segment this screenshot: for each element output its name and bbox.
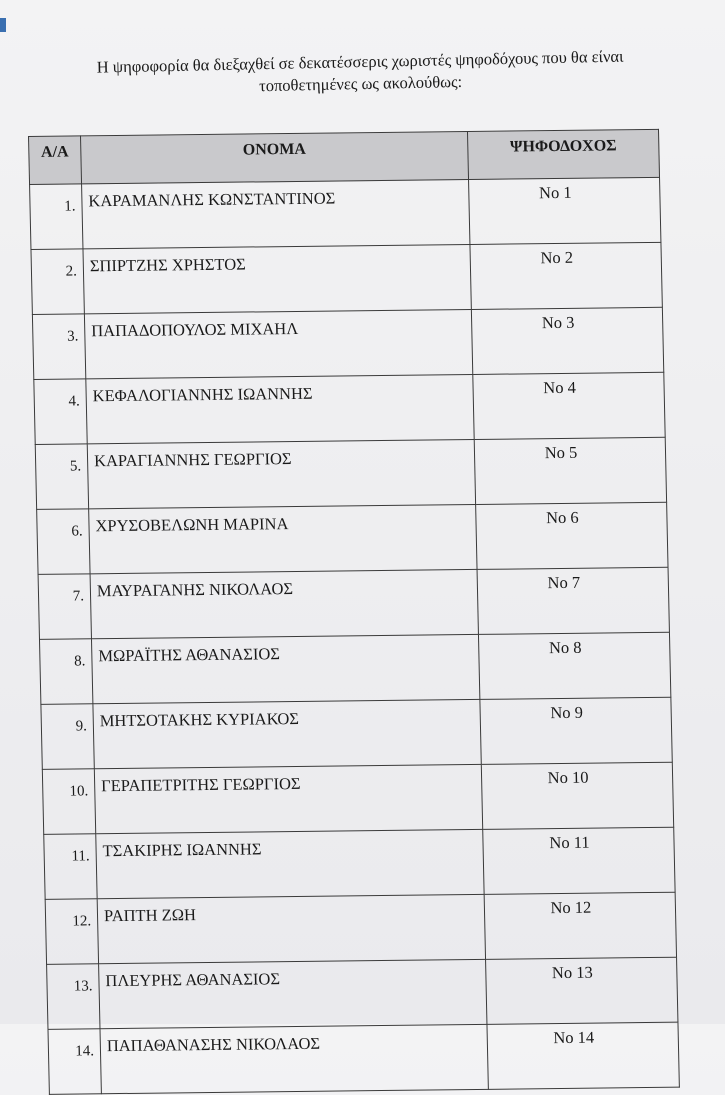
corner-tab-mark (0, 18, 6, 32)
header-ballot-box: ΨΗΦΟΔΟΧΟΣ (467, 129, 659, 179)
candidate-name: ΠΑΠΑΘΑΝΑΣΗΣ ΝΙΚΟΛΑΟΣ (100, 1024, 488, 1093)
table-row (39, 632, 670, 704)
ballot-box-number: Νο 4 (473, 372, 665, 439)
candidate-name: ΚΑΡΑΓΙΑΝΝΗΣ ΓΕΩΡΓΙΟΣ (87, 439, 475, 508)
ballot-box-number: Νο 2 (470, 242, 662, 309)
row-number: 11. (44, 834, 97, 900)
ballot-box-number: Νο 12 (484, 892, 676, 959)
ballot-box-number: Νο 7 (477, 567, 669, 634)
row-number: 12. (45, 899, 98, 965)
table-header-row (29, 129, 660, 184)
intro-line-1: Η ψηφοφορία θα διεξαχθεί σε δεκατέσσερις χωριστές ψηφοδόχους που θα είναι (96, 46, 624, 77)
ballot-box-table (28, 129, 680, 1095)
header-name: ΟΝΟΜΑ (81, 132, 469, 184)
table-row (47, 957, 678, 1029)
row-number: 3. (32, 314, 85, 380)
candidate-name: ΚΕΦΑΛΟΓΙΑΝΝΗΣ ΙΩΑΝΝΗΣ (86, 374, 474, 443)
table-row (44, 827, 675, 899)
table-body (30, 177, 680, 1094)
row-number: 6. (37, 509, 90, 575)
candidate-name: ΓΕΡΑΠΕΤΡΙΤΗΣ ΓΕΩΡΓΙΟΣ (94, 764, 482, 833)
row-number: 10. (42, 769, 95, 835)
row-number: 5. (35, 444, 88, 510)
ballot-box-number: Νο 8 (478, 632, 670, 699)
header-aa: Α/Α (29, 136, 82, 185)
ballot-box-number: Νο 5 (474, 437, 666, 504)
table-row (37, 502, 668, 574)
ballot-box-table-wrapper (28, 129, 679, 1095)
row-number: 8. (39, 639, 92, 705)
row-number: 1. (30, 184, 83, 250)
candidate-name: ΡΑΠΤΗ ΖΩΗ (97, 894, 485, 963)
candidate-name: ΜΑΥΡΑΓΑΝΗΣ ΝΙΚΟΛΑΟΣ (90, 569, 478, 638)
table-row (42, 762, 673, 834)
candidate-name: ΠΑΠΑΔΟΠΟΥΛΟΣ ΜΙΧΑΗΛ (84, 309, 472, 378)
candidate-name: ΚΑΡΑΜΑΝΛΗΣ ΚΩΝΣΤΑΝΤΙΝΟΣ (82, 180, 470, 249)
ballot-box-number: Νο 14 (487, 1022, 679, 1089)
row-number: 13. (47, 964, 100, 1030)
ballot-box-number: Νο 3 (471, 307, 663, 374)
candidate-name: ΤΣΑΚΙΡΗΣ ΙΩΑΝΝΗΣ (96, 829, 484, 898)
row-number: 9. (41, 704, 94, 770)
table-row (41, 697, 672, 769)
table-row (38, 567, 669, 639)
candidate-name: ΠΛΕΥΡΗΣ ΑΘΑΝΑΣΙΟΣ (99, 959, 487, 1028)
table-row (34, 372, 665, 444)
table-row (31, 242, 662, 314)
ballot-box-number: Νο 6 (476, 502, 668, 569)
table-row (32, 307, 663, 379)
ballot-box-number: Νο 11 (483, 827, 675, 894)
table-row (30, 177, 661, 249)
row-number: 14. (48, 1029, 101, 1095)
row-number: 7. (38, 574, 91, 640)
table-row (48, 1022, 679, 1094)
candidate-name: ΧΡΥΣΟΒΕΛΩΝΗ ΜΑΡΙΝΑ (89, 504, 477, 573)
intro-paragraph (30, 44, 691, 102)
ballot-box-number: Νο 9 (480, 697, 672, 764)
ballot-box-number: Νο 10 (481, 762, 673, 829)
ballot-box-number: Νο 13 (486, 957, 678, 1024)
table-row (35, 437, 666, 509)
intro-line-2: τοποθετημένες ως ακολούθως: (258, 71, 463, 96)
row-number: 2. (31, 249, 84, 315)
ballot-box-number: Νο 1 (469, 177, 661, 244)
table-row (45, 892, 676, 964)
row-number: 4. (34, 379, 87, 445)
candidate-name: ΣΠΙΡΤΖΗΣ ΧΡΗΣΤΟΣ (83, 244, 471, 313)
candidate-name: ΜΗΤΣΟΤΑΚΗΣ ΚΥΡΙΑΚΟΣ (93, 699, 481, 768)
candidate-name: ΜΩΡΑΪΤΗΣ ΑΘΑΝΑΣΙΟΣ (91, 634, 479, 703)
